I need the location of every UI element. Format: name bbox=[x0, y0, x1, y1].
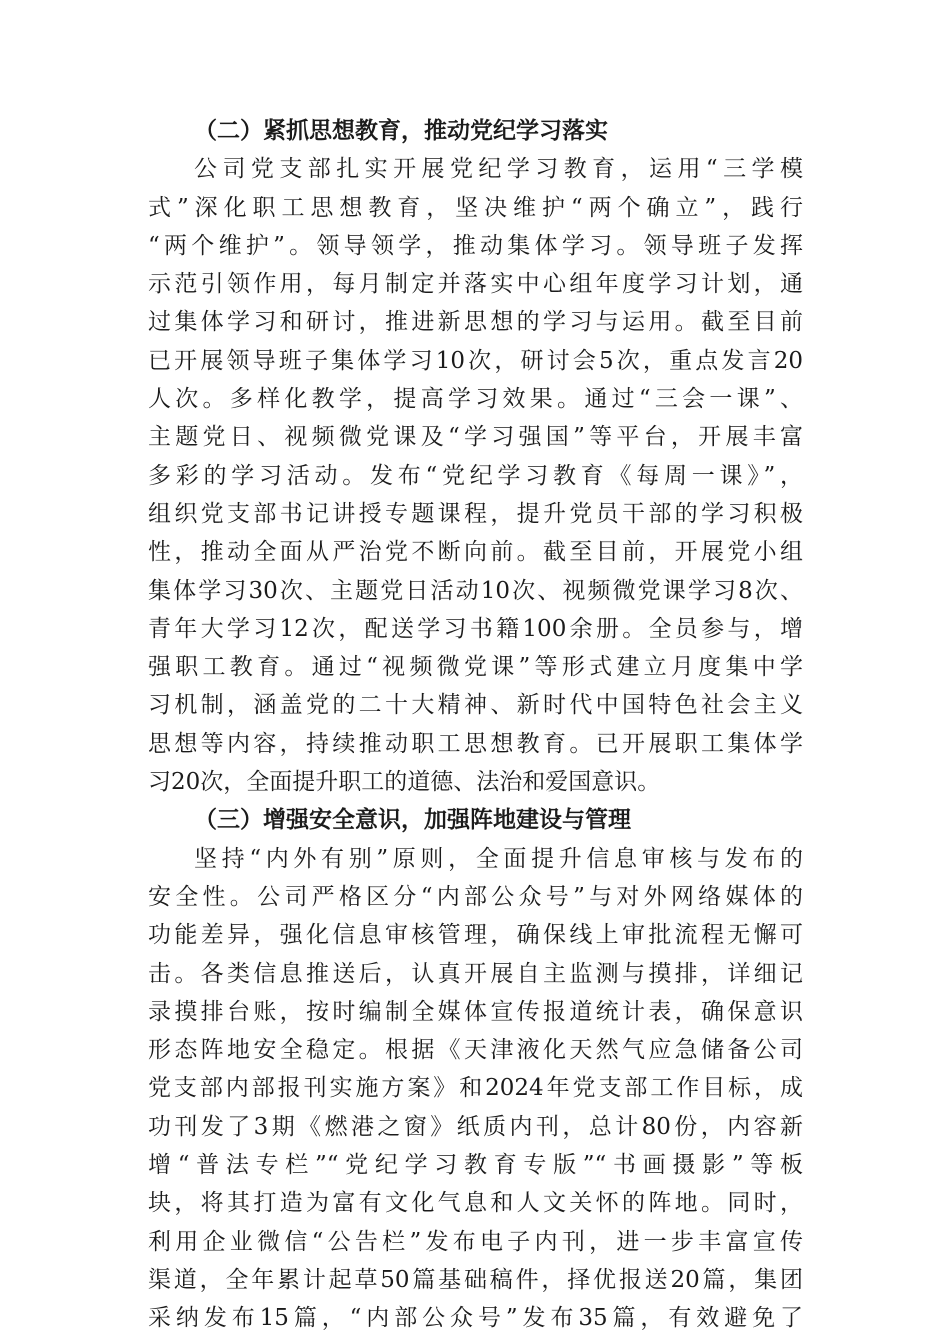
paragraph-line: 组织党支部书记讲授专题课程，提升党员干部的学习积极 bbox=[148, 500, 803, 527]
paragraph-line: 已开展领导班子集体学习10次，研讨会5次，重点发言20 bbox=[148, 347, 803, 374]
paragraph-line: 党支部内部报刊实施方案》和2024年党支部工作目标，成 bbox=[148, 1075, 803, 1102]
paragraph-line: 主题党日、视频微党课及“学习强国”等平台，开展丰富 bbox=[148, 424, 803, 451]
paragraph-line: 录摸排台账，按时编制全媒体宣传报道统计表，确保意识 bbox=[148, 998, 803, 1025]
paragraph-line: 人次。多样化教学，提高学习效果。通过“三会一课”、 bbox=[148, 386, 803, 413]
paragraph-line: 公司党支部扎实开展党纪学习教育，运用“三学模 bbox=[194, 156, 803, 183]
section-paragraph bbox=[148, 150, 803, 801]
paragraph-line: 强职工教育。通过“视频微党课”等形式建立月度集中学 bbox=[148, 654, 803, 681]
paragraph-line: 安全性。公司严格区分“内部公众号”与对外网络媒体的 bbox=[148, 883, 803, 910]
paragraph-line: “两个维护”。领导领学，推动集体学习。领导班子发挥 bbox=[148, 232, 803, 259]
paragraph-line: 渠道，全年累计起草50篇基础稿件，择优报送20篇，集团 bbox=[148, 1266, 803, 1293]
section-heading: （三）增强安全意识，加强阵地建设与管理 bbox=[194, 806, 631, 834]
paragraph-line: 式”深化职工思想教育，坚决维护“两个确立”，践行 bbox=[148, 194, 803, 221]
paragraph-line: 功能差异，强化信息审核管理，确保线上审批流程无懈可 bbox=[148, 922, 803, 949]
paragraph-line: 击。各类信息推送后，认真开展自主监测与摸排，详细记 bbox=[148, 960, 803, 987]
paragraph-line: 思想等内容，持续推动职工思想教育。已开展职工集体学 bbox=[148, 730, 803, 757]
paragraph-line: 集体学习30次、主题党日活动10次、视频微党课学习8次、 bbox=[148, 577, 803, 604]
paragraph-line: 示范引领作用，每月制定并落实中心组年度学习计划，通 bbox=[148, 271, 803, 298]
paragraph-line: 形态阵地安全稳定。根据《天津液化天然气应急储备公司 bbox=[148, 1037, 803, 1064]
paragraph-line: 利用企业微信“公告栏”发布电子内刊，进一步丰富宣传 bbox=[148, 1228, 803, 1255]
paragraph-line: 习20次，全面提升职工的道德、法治和爱国意识。 bbox=[148, 769, 661, 796]
paragraph-line: 性，推动全面从严治党不断向前。截至目前，开展党小组 bbox=[148, 539, 803, 566]
paragraph-line: 采纳发布15篇，“内部公众号”发布35篇，有效避免了 bbox=[148, 1305, 803, 1332]
paragraph-line: 块，将其打造为富有文化气息和人文关怀的阵地。同时， bbox=[148, 1190, 803, 1217]
document-body bbox=[148, 112, 803, 1338]
paragraph-line: 坚持“内外有别”原则，全面提升信息审核与发布的 bbox=[194, 845, 803, 872]
paragraph-line: 增“普法专栏”“党纪学习教育专版”“书画摄影”等板 bbox=[148, 1152, 803, 1179]
paragraph-line: 多彩的学习活动。发布“党纪学习教育《每周一课》”， bbox=[148, 462, 803, 489]
paragraph-line: 过集体学习和研讨，推进新思想的学习与运用。截至目前 bbox=[148, 309, 803, 336]
paragraph-line: 青年大学习12次，配送学习书籍100余册。全员参与，增 bbox=[148, 615, 803, 642]
paragraph-line: 习机制，涵盖党的二十大精神、新时代中国特色社会主义 bbox=[148, 692, 803, 719]
paragraph-line: 功刊发了3期《燃港之窗》纸质内刊，总计80份，内容新 bbox=[148, 1113, 803, 1140]
section-paragraph bbox=[148, 840, 803, 1338]
section-heading: （二）紧抓思想教育，推动党纪学习落实 bbox=[194, 117, 608, 144]
